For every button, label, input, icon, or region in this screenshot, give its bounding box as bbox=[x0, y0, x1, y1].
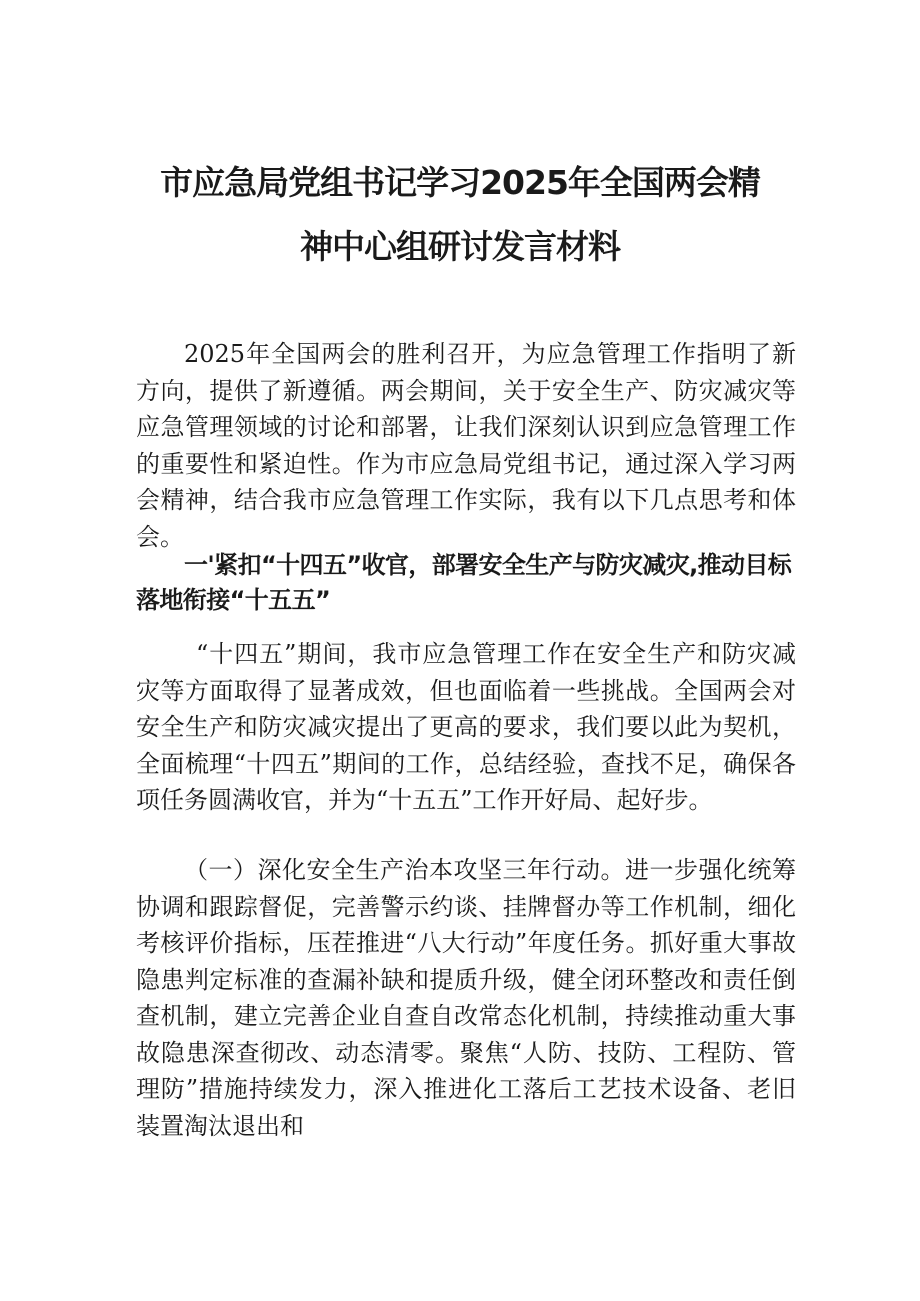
intro-paragraph: 2025年全国两会的胜利召开，为应急管理工作指明了新方向，提供了新遵循。两会期间，关于安全生产、防灾减灾等应急管理领域的讨论和部署，让我们深刻认识到应急管理工作的重要性和紧迫性。作为市应急局党组书记，通过深入学习两会精神，结合我市应急管理工作实际，我有以下几点思考和体会。 bbox=[136, 340, 796, 551]
document-title-line-1: 市应急局党组书记学习2025年全国两会精 bbox=[160, 163, 760, 202]
subsection-1-paragraph: （一）深化安全生产治本攻坚三年行动。进一步强化统筹协调和跟踪督促，完善警示约谈、挂牌督办等工作机制，细化考核评价指标，压茬推进“八大行动”年度任务。抓好重大事故隐患判定标准的查漏补缺和提质升级，健全闭环整改和责任倒查机制，建立完善企业自查自改常态化机制，持续推动重大事故隐患深查彻改、动态清零。聚焦“人防、技防、工程防、管理防”措施持续发力，深入推进化工落后工艺技术设备、老旧装置淘汰退出和 bbox=[136, 856, 796, 1140]
section-heading-1: 一'紧扣“十四五”收官，部署安全生产与防灾减灾,推动目标落地衔接“十五五” bbox=[136, 551, 792, 614]
document-title-line-2: 神中心组研讨发言材料 bbox=[300, 227, 620, 266]
section-1-paragraph: “十四五”期间，我市应急管理工作在安全生产和防灾减灾等方面取得了显著成效，但也面临着一些挑战。全国两会对安全生产和防灾减灾提出了更高的要求，我们要以此为契机，全面梳理“十四五”期间的工作，总结经验，查找不足，确保各项任务圆满收官，并为“十五五”工作开好局、起好步。 bbox=[136, 640, 796, 814]
